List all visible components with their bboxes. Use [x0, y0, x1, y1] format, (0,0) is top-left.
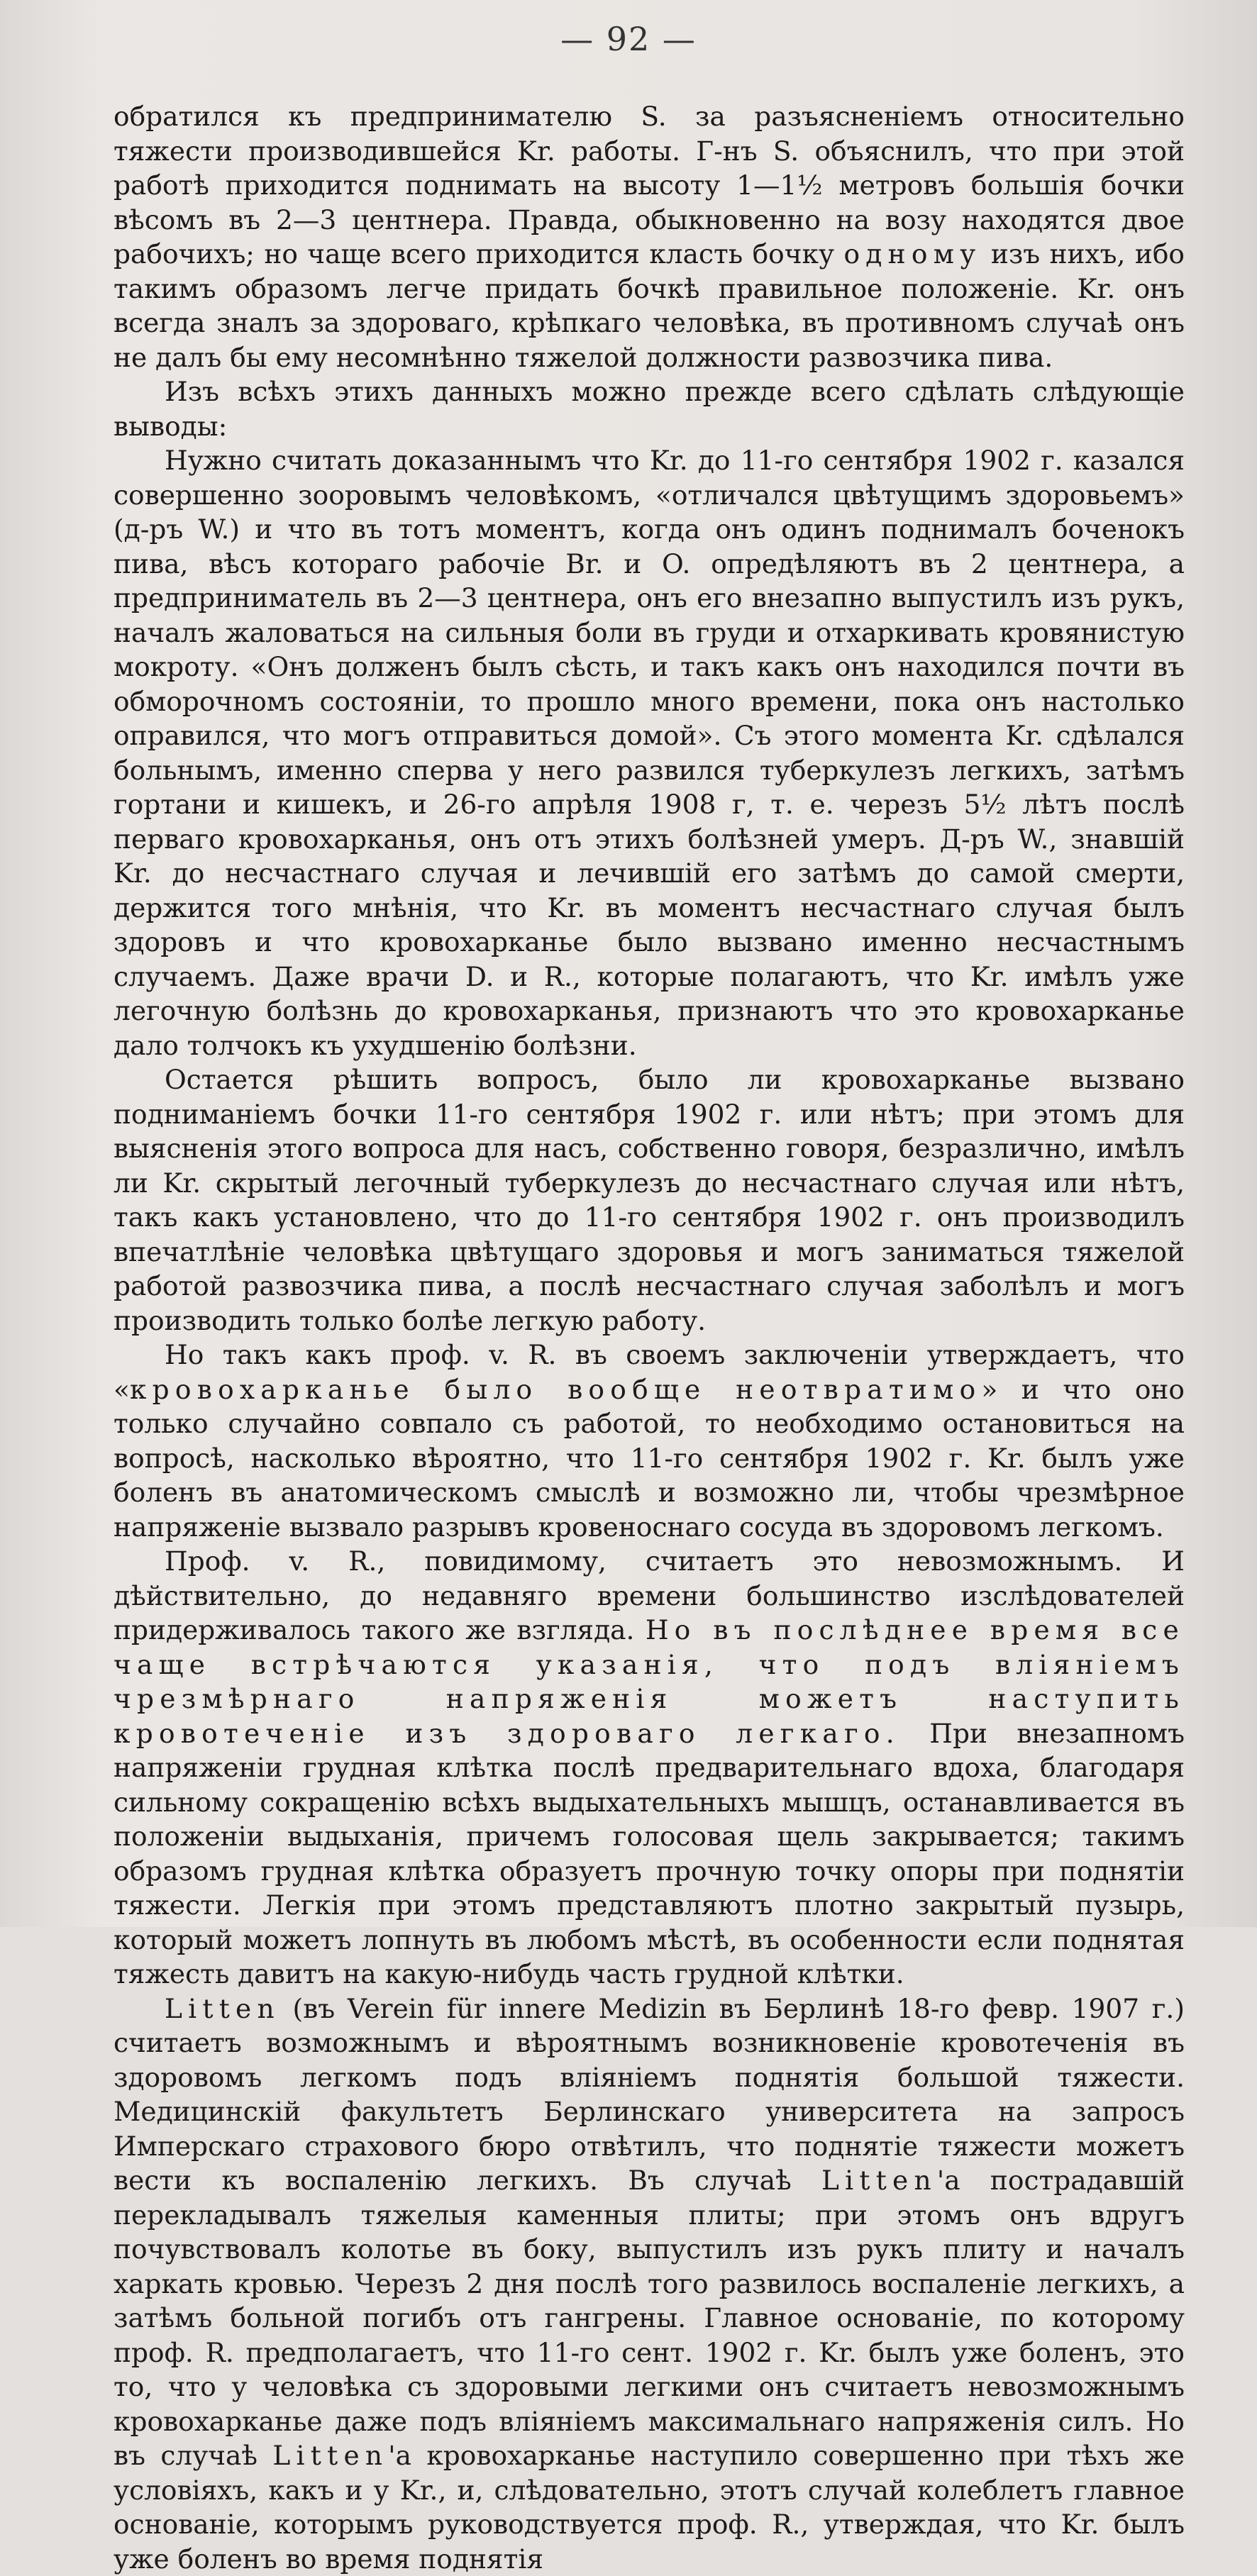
spaced-emphasis-text: одному [843, 238, 981, 270]
paragraph-text: изъ нихъ, ибо такимъ образомъ легче придать бочкѣ правильное положеніе. Kr. онъ всегда зналъ за здороваго, крѣпкаго человѣка, въ противномъ случаѣ онъ не далъ бы ему несомнѣнно тяжелой должности развозчика пива. [113, 238, 1185, 373]
paragraph-text: Проф. v. R., повидимому, считаетъ это невозможнымъ. И дѣйствительно, до недавняго времени большинство изслѣдователей придерживалось такого же взгляда. [113, 1545, 1185, 1645]
paragraph [113, 374, 1185, 443]
paragraph-text: Нужно считать доказаннымъ что Kr. до 11-го сентября 1902 г. казался совершенно зооровымъ человѣкомъ, «отличался цвѣтущимъ здоровьемъ» (д-ръ W.) и что въ тотъ моментъ, когда онъ одинъ поднималъ боченокъ пива, вѣсъ котораго рабочіе Br. и O. опредѣляютъ въ 2 центнера, а предприниматель въ 2—3 центнера, онъ его внезапно выпустилъ изъ рукъ, началъ жаловаться на сильныя боли въ груди и отхаркивать кровянистую мокроту. «Онъ долженъ былъ сѣсть, и такъ какъ онъ находился почти въ обморочномъ состояніи, то прошло много времени, пока онъ настолько оправился, что могъ отправиться домой». Съ этого момента Kr. сдѣлался больнымъ, именно сперва у него развился туберкулезъ легкихъ, затѣмъ гортани и кишекъ, и 26-го апрѣля 1908 г, т. е. черезъ 5½ лѣтъ послѣ перваго кровохарканья, онъ отъ этихъ болѣзней умеръ. Д-ръ W., знавшій Kr. до несчастнаго случая и лечившій его затѣмъ до самой смерти, держится того мнѣнія, что Kr. въ моментъ несчастнаго случая былъ здоровъ и что кровохарканье было вызвано именно несчастнымъ случаемъ. Даже врачи D. и R., которые полагаютъ, что Kr. имѣлъ уже легочную болѣзнь до кровохарканья, признаютъ что это кровохарканье дало толчокъ къ ухудшенію болѣзни. [113, 445, 1185, 1061]
paragraph [113, 1338, 1185, 1544]
paragraph-text: (въ Verein für innere Medizin въ Берлинѣ 18-го февр. 1907 г.) считаетъ возможнымъ и вѣроятнымъ возникновеніе кровотеченія въ здоровомъ легкомъ подъ вліяніемъ поднятія большой тяжести. Медицинскій факультетъ Берлинскаго университета на запросъ Имперскаго страхового бюро отвѣтилъ, что поднятіе тяжести можетъ вести къ воспаленію легкихъ. Въ случаѣ [113, 1993, 1185, 2197]
page-number: — 92 — [0, 20, 1257, 58]
spaced-emphasis-text: Litten [272, 2440, 388, 2471]
paragraph-text: Изъ всѣхъ этихъ данныхъ можно прежде всего сдѣлать слѣдующіе выводы: [113, 376, 1185, 442]
spaced-emphasis-text: Litten [821, 2165, 937, 2196]
paragraph-text: 'а кровохарканье наступило совершенно при тѣхъ же условіяхъ, какъ и у Kr., и, слѣдовательно, этотъ случай колеблетъ главное основаніе, которымъ руководствуется проф. R., утверждая, что Kr. былъ уже боленъ во время поднятія [113, 2440, 1185, 2575]
paragraph [113, 1992, 1185, 2576]
body-text [113, 99, 1185, 2576]
paragraph-text: Остается рѣшить вопросъ, было ли кровохарканье вызвано подниманіемъ бочки 11-го сентября 1902 г. или нѣтъ; при этомъ для выясненія этого вопроса для насъ, собственно говоря, безразлично, имѣлъ ли Kr. скрытый легочный туберкулезъ до несчастнаго случая или нѣтъ, такъ какъ установлено, что до 11-го сентября 1902 г. онъ производилъ впечатлѣніе человѣка цвѣтущаго здоровья и могъ заниматься тяжелой работой развозчика пива, а послѣ несчастнаго случая заболѣлъ и могъ производить только болѣе легкую работу. [113, 1064, 1185, 1336]
paragraph [113, 99, 1185, 374]
spaced-emphasis-text: Litten [165, 1993, 280, 2024]
paragraph [113, 1062, 1185, 1338]
paragraph [113, 443, 1185, 1062]
spaced-emphasis-text: Но въ послѣднее время все чаще встрѣчаются указанія, что подъ вліяніемъ чрезмѣрнаго напряженія можетъ наступить кровотеченіе изъ здороваго легкаго. [113, 1614, 1185, 1749]
paragraph-text: Но такъ какъ проф. v. R. въ своемъ заключеніи утверждаетъ, что « [113, 1339, 1185, 1405]
paragraph [113, 1544, 1185, 1992]
spaced-emphasis-text: кровохарканье было вообще неотвратимо [130, 1374, 981, 1405]
paragraph-text: » и что оно только случайно совпало съ работой, то необходимо остановиться на вопросѣ, насколько вѣроятно, что 11-го сентября 1902 г. Kr. былъ уже боленъ въ анатомическомъ смыслѣ и возможно ли, чтобы чрезмѣрное напряженіе вызвало разрывъ кровеноснаго сосуда въ здоровомъ легкомъ. [113, 1374, 1185, 1543]
paragraph-text: При внезапномъ напряженіи грудная клѣтка послѣ предварительнаго вдоха, благодаря сильному сокращенію всѣхъ выдыхательныхъ мышцъ, останавливается въ положеніи выдыханія, причемъ голосовая щель закрывается; такимъ образомъ грудная клѣтка образуетъ прочную точку опоры при поднятіи тяжести. Легкія при этомъ представляютъ плотно закрытый пузырь, который можетъ лопнуть въ любомъ мѣстѣ, въ особенности если поднятая тяжесть давитъ на какую-нибудь часть грудной клѣтки. [113, 1718, 1185, 1990]
paragraph-text: 'а пострадавшій перекладывалъ тяжелыя каменныя плиты; при этомъ онъ вдругъ почувствовалъ колотье въ боку, выпустилъ изъ рукъ плиту и началъ харкать кровью. Черезъ 2 дня послѣ того развилось воспаленіе легкихъ, а затѣмъ больной погибъ отъ гангрены. Главное основаніе, по которому проф. R. предполагаетъ, что 11-го сент. 1902 г. Kr. былъ уже боленъ, это то, что у человѣка съ здоровыми легкими онъ считаетъ невозможнымъ кровохарканье даже подъ вліяніемъ максимальнаго напряженія силъ. Но въ случаѣ [113, 2165, 1185, 2471]
paragraph-text: обратился къ предпринимателю S. за разъясненіемъ относительно тяжести производившейся Kr. работы. Г-нъ S. объяснилъ, что при этой работѣ приходится поднимать на высоту 1—1½ метровъ большія бочки вѣсомъ въ 2—3 центнера. Правда, обыкновенно на возу находятся двое рабочихъ; но чаще всего приходится класть бочку [113, 101, 1185, 270]
